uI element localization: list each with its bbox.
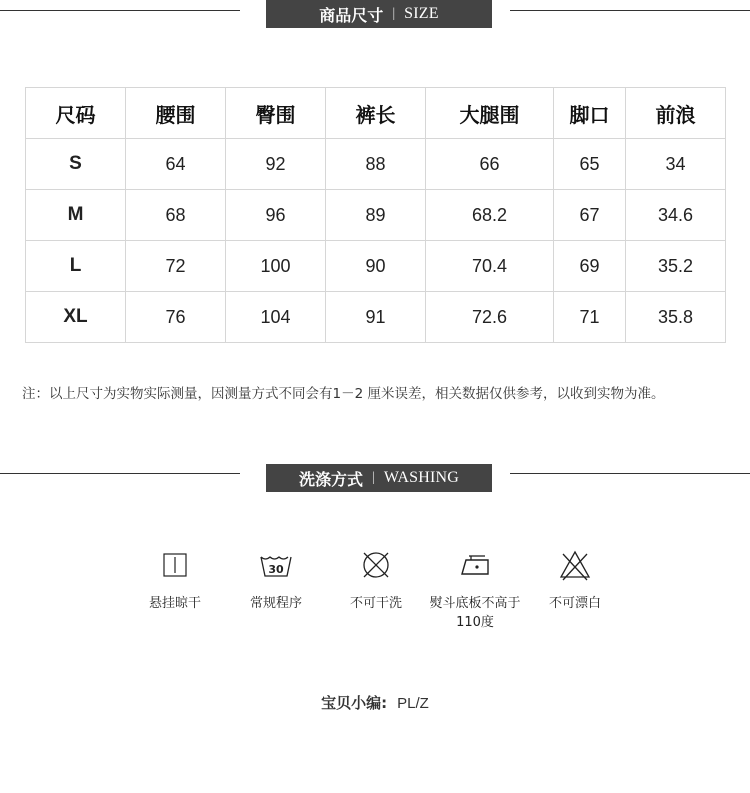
table-row	[26, 292, 726, 343]
table-header-row	[26, 88, 726, 139]
divider-line	[0, 10, 240, 11]
table-cell: 70.4	[426, 241, 554, 292]
measurement-note: 注：以上尺寸为实物实际测量，因测量方式不同会有1－2 厘米误差，相关数据仅供参考，以收到实物为准。	[22, 386, 665, 402]
care-label: 悬挂晾干	[148, 596, 201, 611]
washing-title-cn: 洗涤方式	[298, 469, 363, 489]
size-table	[25, 87, 726, 343]
divider-line	[510, 473, 750, 474]
table-cell: L	[26, 241, 126, 292]
title-separator: |	[372, 470, 375, 485]
table-cell: 71	[554, 292, 626, 343]
no-dry-clean-icon	[359, 548, 393, 582]
care-label: 不可漂白	[548, 596, 601, 611]
table-row	[26, 190, 726, 241]
care-item-no-dry-clean	[326, 548, 426, 613]
washing-section-header	[0, 464, 750, 492]
table-cell: 67	[554, 190, 626, 241]
divider-line	[510, 10, 750, 11]
header-size: 尺码	[26, 88, 126, 139]
care-item-no-bleach	[525, 548, 625, 613]
title-separator: |	[392, 6, 396, 21]
wash-30-icon	[258, 548, 294, 582]
table-cell: 72.6	[426, 292, 554, 343]
item-code-value: PL/Z	[397, 695, 429, 712]
table-cell: 66	[426, 139, 554, 190]
size-section-header	[0, 0, 750, 28]
washing-title-en: WASHING	[383, 469, 459, 486]
table-cell: 65	[554, 139, 626, 190]
care-item-hang-dry	[125, 548, 225, 613]
header-thigh: 大腿围	[426, 88, 554, 139]
table-cell: M	[26, 190, 126, 241]
hang-dry-icon	[158, 548, 192, 582]
header-front-rise: 前浪	[626, 88, 726, 139]
table-cell: 34	[626, 139, 726, 190]
care-label: 熨斗底板不高于110度	[429, 596, 521, 630]
table-cell: 76	[126, 292, 226, 343]
care-label: 不可干洗	[349, 596, 402, 611]
table-cell: 89	[326, 190, 426, 241]
table-row	[26, 241, 726, 292]
header-waist: 腰围	[126, 88, 226, 139]
table-cell: 35.2	[626, 241, 726, 292]
table-cell: XL	[26, 292, 126, 343]
table-cell: 104	[226, 292, 326, 343]
table-cell: 69	[554, 241, 626, 292]
table-row	[26, 139, 726, 190]
svg-text:30: 30	[268, 563, 284, 576]
table-cell: 90	[326, 241, 426, 292]
size-title-en: SIZE	[404, 5, 439, 22]
header-length: 裤长	[326, 88, 426, 139]
table-cell: 88	[326, 139, 426, 190]
table-cell: 72	[126, 241, 226, 292]
size-section-tab	[266, 0, 492, 28]
table-cell: S	[26, 139, 126, 190]
header-leg-opening: 脚口	[554, 88, 626, 139]
no-bleach-icon	[558, 548, 592, 582]
table-cell: 64	[126, 139, 226, 190]
table-cell: 100	[226, 241, 326, 292]
header-hip: 臀围	[226, 88, 326, 139]
table-cell: 68	[126, 190, 226, 241]
iron-icon	[457, 548, 493, 582]
washing-section-tab	[266, 464, 492, 492]
care-item-wash-30	[226, 548, 326, 613]
size-title-cn: 商品尺寸	[319, 5, 384, 25]
table-cell: 91	[326, 292, 426, 343]
item-code	[0, 692, 750, 713]
divider-line	[0, 473, 240, 474]
care-label: 常规程序	[249, 596, 302, 611]
table-cell: 96	[226, 190, 326, 241]
care-item-iron	[425, 548, 525, 632]
table-cell: 34.6	[626, 190, 726, 241]
table-cell: 68.2	[426, 190, 554, 241]
table-cell: 92	[226, 139, 326, 190]
item-code-label: 宝贝小编:	[321, 694, 388, 712]
table-cell: 35.8	[626, 292, 726, 343]
